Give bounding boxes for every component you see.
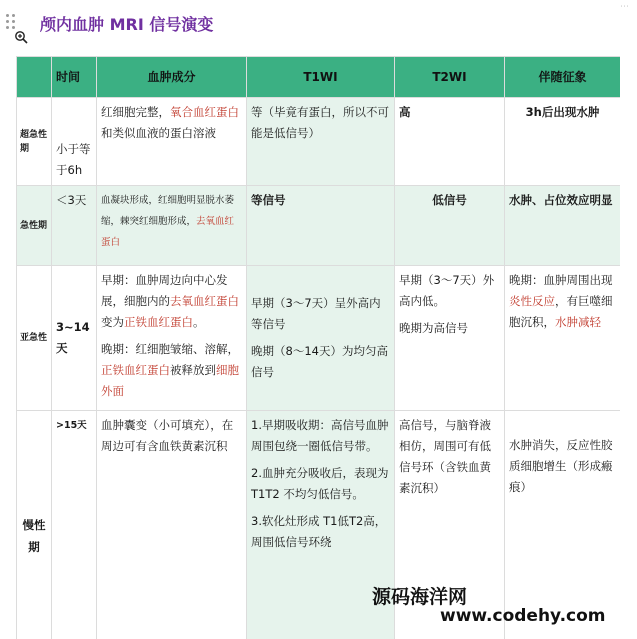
- phase-cell: 急性期: [17, 186, 52, 266]
- table-row-subacute: [17, 266, 621, 411]
- t1wi-late: 晚期（8～14天）为均匀高信号: [251, 344, 388, 379]
- phase-cell: 慢性期: [17, 411, 52, 639]
- t1wi-stage-1: 1.早期吸收期：高信号血肿周围包绕一圈低信号带。: [251, 418, 389, 453]
- header-t1wi: T1WI: [247, 57, 395, 98]
- composition-cell: [97, 266, 247, 411]
- table-header-row: [17, 57, 621, 98]
- signs-cell: 3h后出现水肿: [505, 98, 621, 186]
- toolbar-marks: ⋯: [620, 2, 631, 12]
- page-title: 颅内血肿 MRI 信号演变: [40, 15, 214, 34]
- watermark-url: www.codehy.com: [440, 606, 606, 626]
- t1wi-cell: [247, 266, 395, 411]
- t1wi-stage-3: 3.软化灶形成 T1低T2高，周围低信号环绕: [251, 514, 387, 549]
- t2wi-cell: 低信号: [395, 186, 505, 266]
- phase-cell: 超急性期: [17, 98, 52, 186]
- header-time: 时间: [52, 57, 97, 98]
- t1wi-early: 早期（3～7天）呈外高内等信号: [251, 296, 381, 331]
- header-phase: [17, 57, 52, 98]
- t2wi-cell: 高: [395, 98, 505, 186]
- t2wi-late: 晚期为高信号: [399, 321, 468, 335]
- table-row-hyperacute: [17, 98, 621, 186]
- time-cell: >15天: [52, 411, 97, 639]
- header-composition: 血肿成分: [97, 57, 247, 98]
- composition-late: 晚期：红细胞皱缩、溶解，正铁血红蛋白被释放到细胞外面: [101, 342, 239, 398]
- drag-handle-icon[interactable]: [6, 14, 16, 30]
- zoom-in-icon[interactable]: [14, 30, 28, 44]
- signal-table-wrapper: [16, 56, 620, 639]
- signal-evolution-table: [16, 56, 620, 639]
- composition-early: 早期：血肿周边向中心发展，细胞内的去氧血红蛋白变为正铁血红蛋白。: [101, 273, 239, 329]
- signs-cell: 水肿消失，反应性胶质细胞增生（形成瘢痕）: [505, 411, 621, 639]
- table-row-acute: [17, 186, 621, 266]
- composition-cell: 血肿囊变（小可填充），在周边可有含血铁黄素沉积: [97, 411, 247, 639]
- t1wi-cell: 等（毕竟有蛋白，所以不可能是低信号）: [247, 98, 395, 186]
- time-cell: 小于等于6h: [52, 98, 97, 186]
- composition-cell: 血凝块形成，红细胞明显脱水萎缩，棘突红细胞形成，去氧血红蛋白: [97, 186, 247, 266]
- header-signs: 伴随征象: [505, 57, 621, 98]
- signs-cell: 水肿、占位效应明显: [505, 186, 621, 266]
- time-cell: ＜3天: [52, 186, 97, 266]
- t2wi-early: 早期（3～7天）外高内低。: [399, 273, 495, 308]
- composition-cell: 红细胞完整，氧合血红蛋白和类似血液的蛋白溶液: [97, 98, 247, 186]
- t1wi-stage-2: 2.血肿充分吸收后，表现为 T1T2 不均匀低信号。: [251, 466, 389, 501]
- watermark-text: 源码海洋网: [372, 586, 468, 608]
- time-cell: 3~14天: [52, 266, 97, 411]
- t2wi-cell: 高信号，与脑脊液相仿，周围可有低信号环（含铁血黄素沉积）: [395, 411, 505, 639]
- header-t2wi: T2WI: [395, 57, 505, 98]
- t1wi-cell: 等信号: [247, 186, 395, 266]
- table-row-chronic: [17, 411, 621, 639]
- phase-cell: 亚急性: [17, 266, 52, 411]
- t2wi-cell: [395, 266, 505, 411]
- signs-cell: 晚期：血肿周围出现炎性反应，有巨噬细胞沉积，水肿减轻: [505, 266, 621, 411]
